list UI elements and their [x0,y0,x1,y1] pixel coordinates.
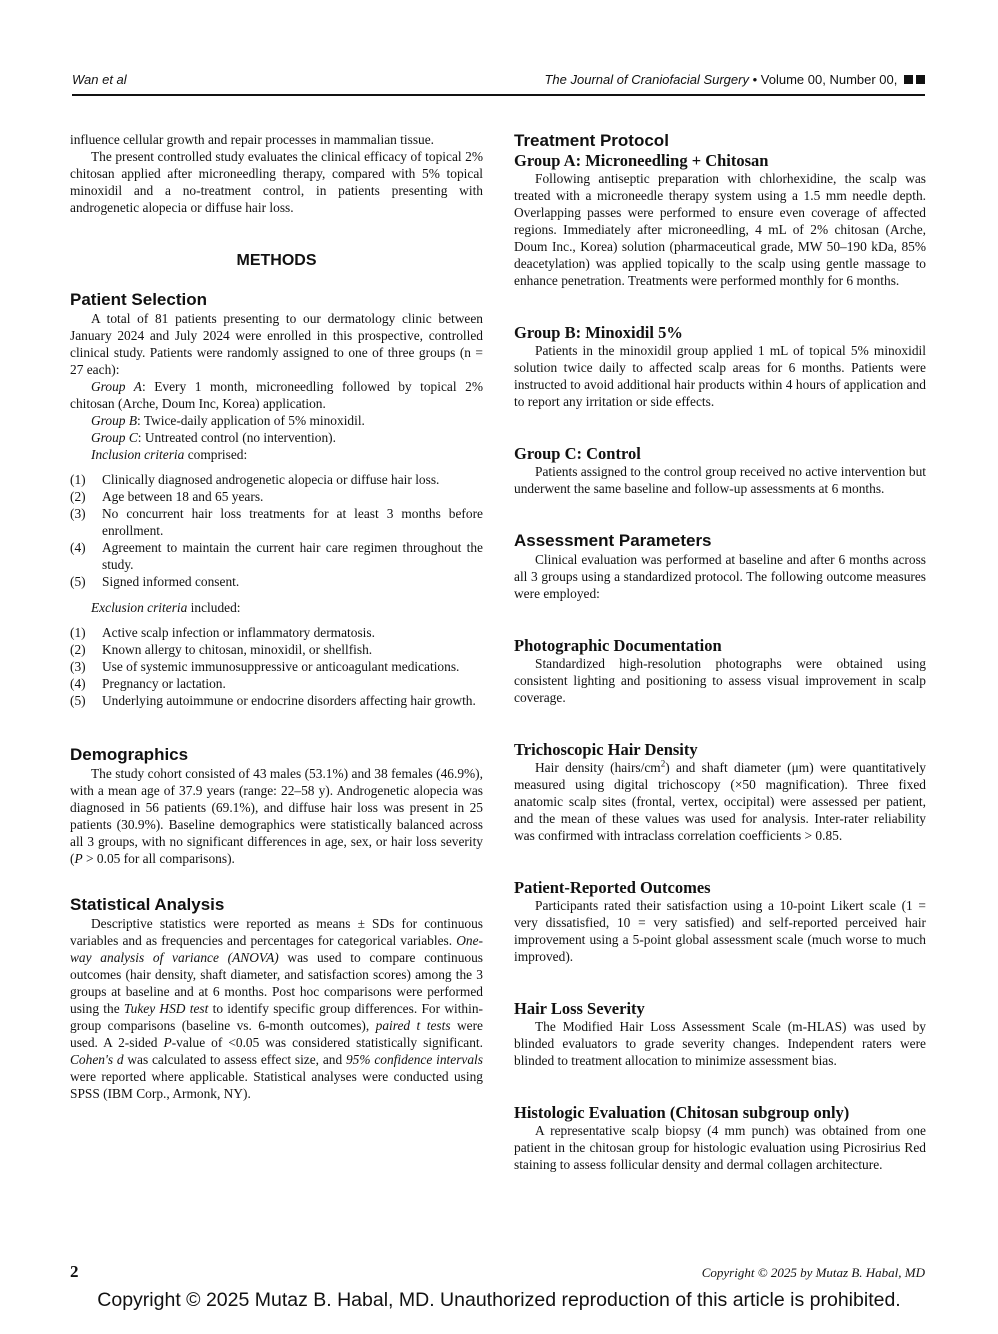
heading-group-b: Group B: Minoxidil 5% [514,323,683,342]
header-square-mark [904,75,913,84]
header-author: Wan et al [72,72,127,87]
list-item: (2) Age between 18 and 65 years. [70,489,264,504]
group-a-paragraph: Following antiseptic preparation with chlorhexidine, the scalp was treated with a microneedle therapy system using a 1.5 mm needle depth. Overlapping passes were performed to ensure even coverage of affected regions. Immediately after microneedling, 4 mL of 2% chitosan (Arche, Doum Inc., Korea) solution (pharmaceutical grade, MW 50–190 kDa, 85% deacetylation) was applied topically to the scalp using gentle massage to enhance penetration. Treatments were performed monthly for 6 months. [514,171,926,288]
page-number: 2 [70,1262,79,1281]
section-title-methods: METHODS [236,252,317,269]
left-column [70,131,483,1102]
group-b-label: Group B [91,413,137,428]
heading-trichoscopic-hair-density: Trichoscopic Hair Density [514,740,698,759]
photographic-paragraph: Standardized high-resolution photographs were obtained using consistent lighting and positioning to assess visual improvement in scalp coverage. [514,656,926,705]
running-header [72,72,925,96]
list-item: (3) No concurrent hair loss treatments for at least 3 months before enrollment. [70,506,483,538]
list-item: (1) Clinically diagnosed androgenetic alopecia or diffuse hair loss. [70,472,440,487]
heading-statistical-analysis: Statistical Analysis [70,895,225,914]
group-b-paragraph: Patients in the minoxidil group applied 1 mL of topical 5% minoxidil solution twice daily to affected scalp areas for 6 months. Patients were instructed to avoid additional hair products within 4 hours of application and to report any irritation or side effects. [514,343,926,409]
statistics-paragraph: Descriptive statistics were reported as means ± SDs for continuous variables and as frequencies and percentages for categorical variables. One-way analysis of variance (ANOVA) was used to compare continuous outcomes (hair density, shaft diameter, and satisfaction scores) among the 3 groups at baseline and at 6 months. Post hoc comparisons were performed using the Tukey HSD test to identify specific group differences. For within-group comparisons (baseline vs. 6-month outcomes), paired t tests were used. A 2-sided P-value of <0.05 was considered statistically significant. Cohen's d was calculated to assess effect size, and 95% confidence intervals were reported where applicable. Statistical analyses were conducted using SPSS (IBM Corp., Armonk, NY). [70,916,483,1101]
group-a-label: Group A [91,379,142,394]
footer-copyright: Copyright © 2025 by Mutaz B. Habal, MD [701,1265,925,1280]
group-c-paragraph: Patients assigned to the control group received no active intervention but underwent the same baseline and follow-up assessments at 6 months. [514,464,926,496]
heading-treatment-protocol: Treatment Protocol [514,131,669,150]
header-volume: Volume 00, Number 00, [760,72,898,87]
list-item: (1) Active scalp infection or inflammatory dermatosis. [70,625,375,640]
heading-photographic-documentation: Photographic Documentation [514,636,722,655]
assessment-paragraph: Clinical evaluation was performed at baseline and after 6 months across all 3 groups using a standardized protocol. The following outcome measures were employed: [514,552,926,601]
heading-patient-selection: Patient Selection [70,290,207,309]
trichoscopic-paragraph: Hair density $(hairs/cm^2)$ and shaft diameter (μm) were quantitatively measured using digital trichoscopy (×50 magnification). Three fixed anatomic scalp sites (frontal, vertex, occipital) were assessed per patient, and the mean of these values was used for analysis. Inter-rater reliability was confirmed with intraclass correlation coefficients > 0.85. [514,758,926,843]
list-item: (4) Agreement to maintain the current hair care regimen throughout the study. [70,540,483,572]
exclusion-criteria-intro: Exclusion criteria included: [91,600,241,615]
right-column [514,131,926,1173]
list-item: (4) Pregnancy or lactation. [70,676,226,691]
demographics-paragraph: The study cohort consisted of 43 males (53.1%) and 38 females (46.9%), with a mean age of 37.9 years (range: 22–58 y). Androgenetic alopecia was diagnosed in 56 patients (69.1%), and diffuse hair loss was present in 25 patients (30.9%). Baseline demographics were statistically balanced across all 3 groups, with no significant differences in age, sex, or hair loss severity (P > 0.05 for all comparisons). [70,766,483,866]
heading-patient-reported-outcomes: Patient-Reported Outcomes [514,878,711,897]
heading-histologic-evaluation: Histologic Evaluation (Chitosan subgroup only) [514,1103,850,1122]
header-journal-info [544,72,925,87]
list-item: (2) Known allergy to chitosan, minoxidil, or shellfish. [70,642,373,657]
header-journal-title: The Journal of Craniofacial Surgery [544,72,749,87]
heading-group-a: Group A: Microneedling + Chitosan [514,151,769,170]
header-bullet: • [752,72,758,87]
header-square-mark [916,75,925,84]
heading-assessment-parameters: Assessment Parameters [514,531,712,550]
group-c-description: Group C: Untreated control (no intervention). [91,430,336,445]
copyright-banner: Copyright © 2025 Mutaz B. Habal, MD. Unauthorized reproduction of this article is prohibited. [97,1289,901,1311]
inclusion-criteria-intro: Inclusion criteria comprised: [91,447,248,462]
patient-selection-paragraph: A total of 81 patients presenting to our dermatology clinic between January 2024 and July 2024 were enrolled in this prospective, controlled clinical study. Patients were randomly assigned to one of three groups (n = 27 each): [70,311,483,377]
intro-paragraph: The present controlled study evaluates the clinical efficacy of topical 2% chitosan applied after microneedling therapy, compared with 5% topical minoxidil and a no-treatment control, in patients presenting with androgenetic alopecia or diffuse hair loss. [70,149,483,215]
list-item: (5) Underlying autoimmune or endocrine disorders affecting hair growth. [70,693,476,708]
list-item: (5) Signed informed consent. [70,574,240,589]
heading-group-c: Group C: Control [514,444,641,463]
inclusion-criteria-list [70,471,483,590]
heading-demographics: Demographics [70,745,189,764]
intro-paragraph-continued: influence cellular growth and repair processes in mammalian tissue. [70,132,435,147]
patient-reported-paragraph: Participants rated their satisfaction using a 10-point Likert scale (1 = very dissatisfied, 10 = very satisfied) and self-reported perceived hair improvement using a 5-point global assessment scale (much worse to much improved). [514,898,926,964]
list-item: (3) Use of systemic immunosuppressive or anticoagulant medications. [70,659,460,674]
group-b-description: Group B: Twice-daily application of 5% minoxidil. [91,413,365,428]
exclusion-criteria-list [70,624,483,709]
group-a-description: Group A: Every 1 month, microneedling followed by topical 2% chitosan (Arche, Doum Inc, Korea) application. [70,379,483,411]
histologic-paragraph: A representative scalp biopsy (4 mm punch) was obtained from one patient in the chitosan group for histologic evaluation using Picrosirius Red staining to assess follicular density and dermal collagen architecture. [514,1123,926,1172]
hair-loss-severity-paragraph: The Modified Hair Loss Assessment Scale (m-HLAS) was used by blinded evaluators to grade severity changes. Independent raters were blinded to treatment allocation to minimize assessment bias. [514,1019,926,1068]
heading-hair-loss-severity: Hair Loss Severity [514,999,645,1018]
group-c-label: Group C [91,430,138,445]
